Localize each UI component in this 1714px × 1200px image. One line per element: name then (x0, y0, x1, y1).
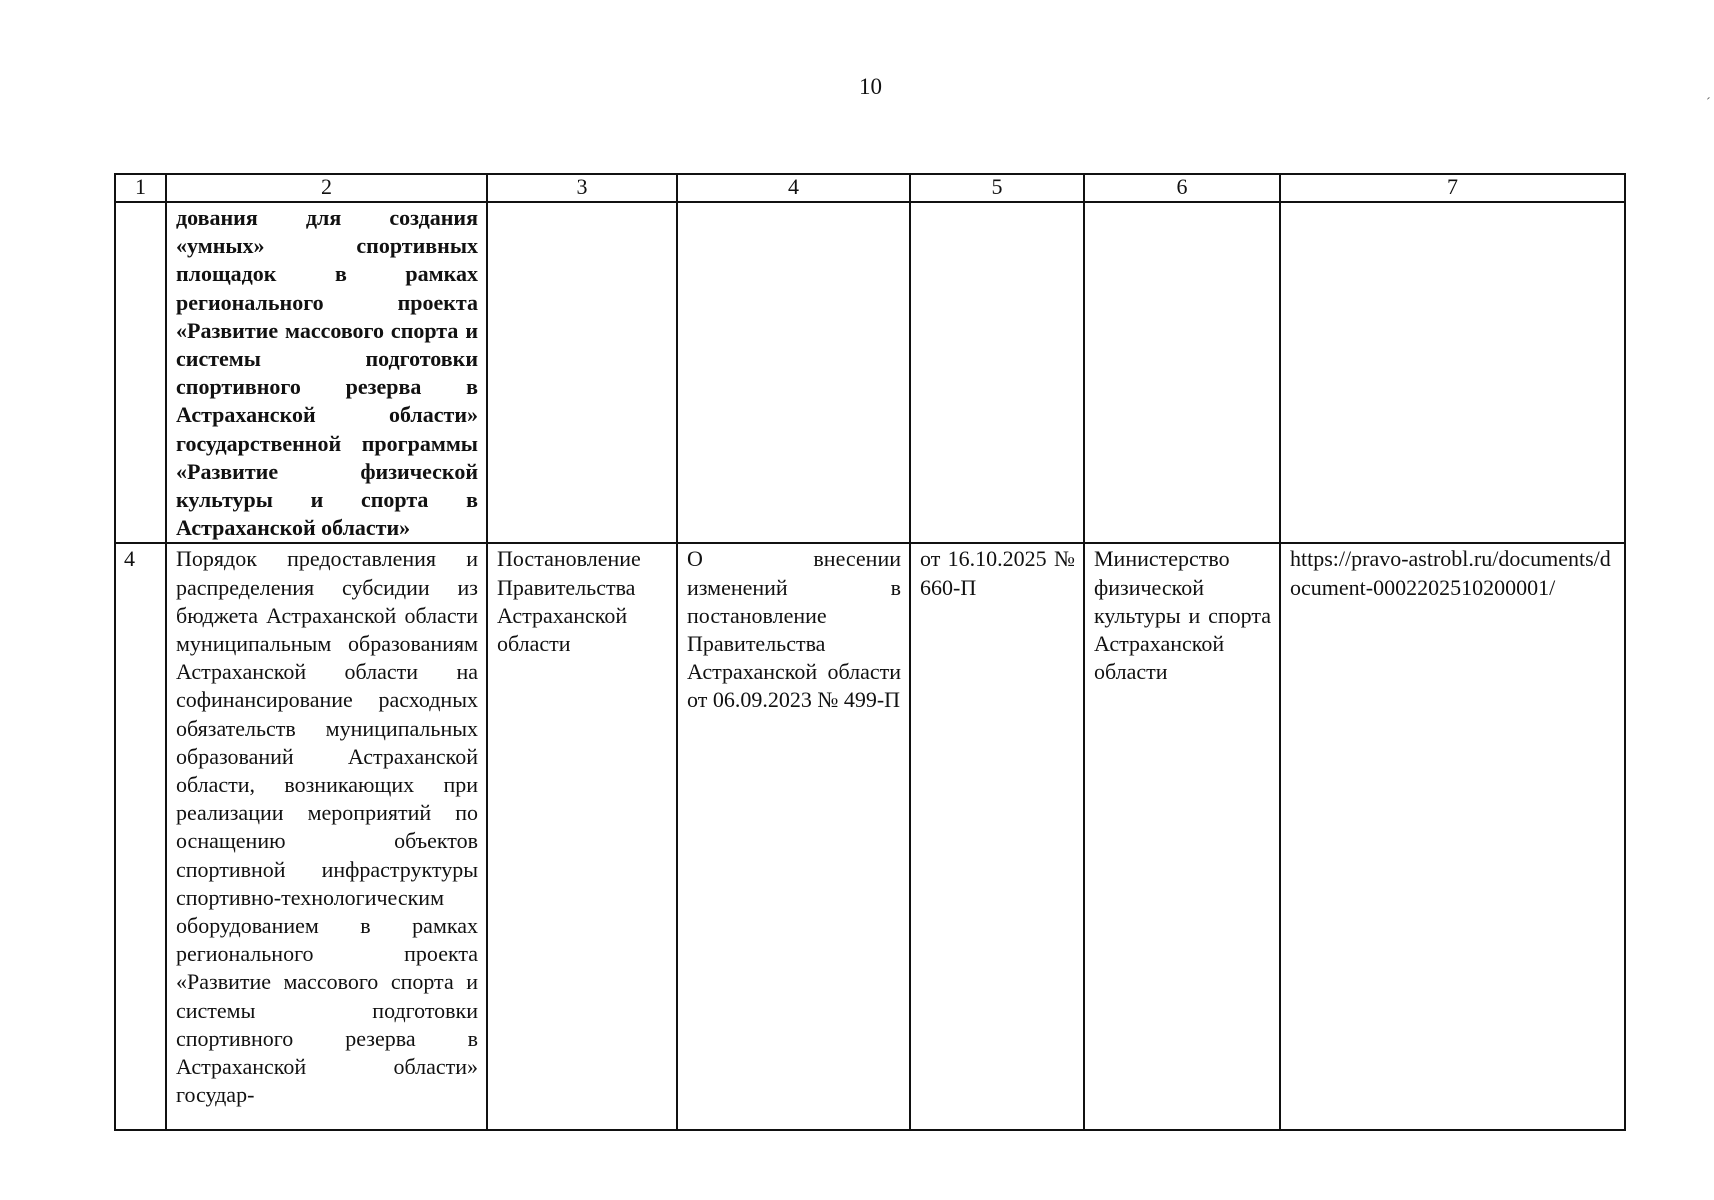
row-number: 4 (115, 543, 166, 1130)
row-number (115, 202, 166, 543)
table-header-row (115, 174, 1625, 202)
header-cell-1: 1 (115, 174, 166, 202)
header-cell-4: 4 (677, 174, 910, 202)
act-date-number: от 16.10.2025 № 660-П (910, 543, 1084, 1130)
header-cell-2: 2 (166, 174, 487, 202)
act-name: Порядок предоставления и распределения субсидии из бюджета Астраханской области муниципальным образованиям Астраханской области на софинансирование расходных обязательств муниципальных образований Астраханской области, возникающих при реализации мероприятий по оснащению объектов спортивной инфраструктуры спортивно-технологическим оборудованием в рамках регионального проекта «Развитие массового спорта и системы подготовки спортивного резерва в Астраханской области» государ- (166, 543, 487, 1130)
act-title: О внесении изменений в постановление Правительства Астраханской области от 06.09.2023 № 499-П (677, 543, 910, 1130)
publication-url (1280, 202, 1625, 543)
publication-url[interactable]: https://pravo-astrobl.ru/documents/document-0002202510200001/ (1280, 543, 1625, 1130)
scan-mark: ´ (1706, 96, 1711, 111)
doc-type (487, 202, 677, 543)
act-name: дования для создания «умных» спортивных площадок в рамках регионального проекта «Развитие массового спорта и системы подготовки спортивного резерва в Астраханской области» государственной программы «Развитие физической культуры и спорта в Астраханской области» (166, 202, 487, 543)
registry-table (114, 173, 1626, 1131)
page-number: 10 (859, 74, 882, 99)
issuing-authority: Министерство физической культуры и спорта Астраханской области (1084, 543, 1280, 1130)
act-title (677, 202, 910, 543)
header-cell-7: 7 (1280, 174, 1625, 202)
header-cell-5: 5 (910, 174, 1084, 202)
table-row (115, 202, 1625, 543)
table-row (115, 543, 1625, 1130)
header-cell-3: 3 (487, 174, 677, 202)
issuing-authority (1084, 202, 1280, 543)
header-cell-6: 6 (1084, 174, 1280, 202)
doc-type: Постановление Правительства Астраханской области (487, 543, 677, 1130)
act-date-number (910, 202, 1084, 543)
